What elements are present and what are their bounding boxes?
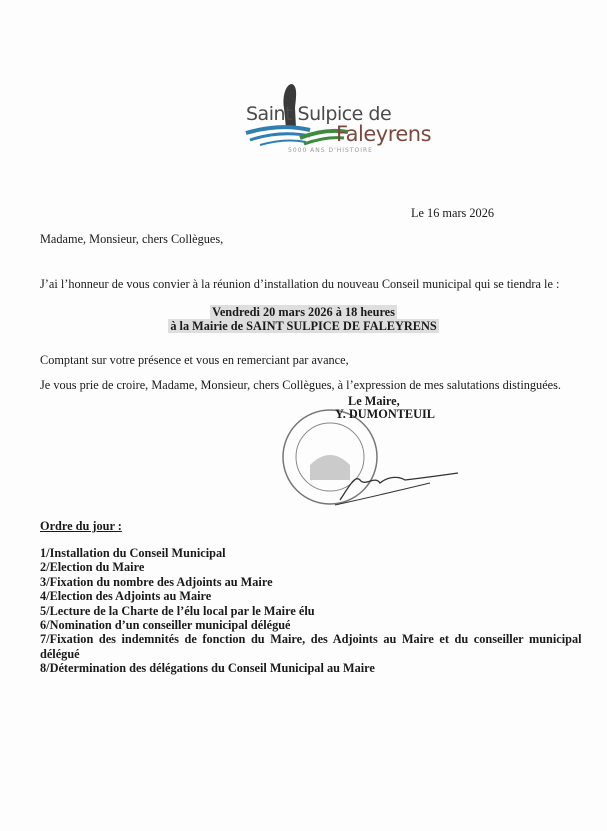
agenda-item: 7/Fixation des indemnités de fonction du Maire, des Adjoints au Maire et du conseiller municipal [40,632,582,647]
logo-line1: Saint Sulpice de [246,103,392,125]
salutation: Madame, Monsieur, chers Collègues, [40,232,224,246]
agenda-item: délégué [40,646,80,661]
agenda-item: 1/Installation du Conseil Municipal [40,546,226,560]
meeting-where: à la Mairie de SAINT SULPICE DE FALEYRENS [170,319,437,333]
intro-text: J’ai l’honneur de vous convier à la réunion d’installation du nouveau Conseil municipal qui se tiendra le : [40,277,560,291]
closing-1: Comptant sur votre présence et vous en remerciant par avance, [40,353,349,367]
agenda-item: 2/Election du Maire [40,560,145,575]
signature-name: Y. DUMONTEUIL [335,407,435,421]
agenda-item: 4/Election des Adjoints au Maire [40,589,212,604]
agenda-item: 6/Nomination d’un conseiller municipal délégué [40,617,291,632]
agenda-list [40,546,582,676]
agenda-item: 5/Lecture de la Charte de l’élu local par le Maire élu [40,603,315,618]
logo-tagline: 5000 ANS D'HISTOIRE [288,147,373,154]
agenda-item: 8/Détermination des délégations du Conseil Municipal au Maire [40,661,375,676]
meeting-when: Vendredi 20 mars 2026 à 18 heures [212,305,395,319]
signature-title: Le Maire, [348,394,400,408]
agenda-item: 3/Fixation du nombre des Adjoints au Maire [40,574,273,589]
letter-date: Le 16 mars 2026 [411,206,494,220]
agenda-heading: Ordre du jour : [40,519,122,533]
closing-2: Je vous prie de croire, Madame, Monsieur, chers Collègues, à l’expression de mes salutations distinguées. [40,378,561,392]
logo-line2: Faleyrens [336,122,432,146]
